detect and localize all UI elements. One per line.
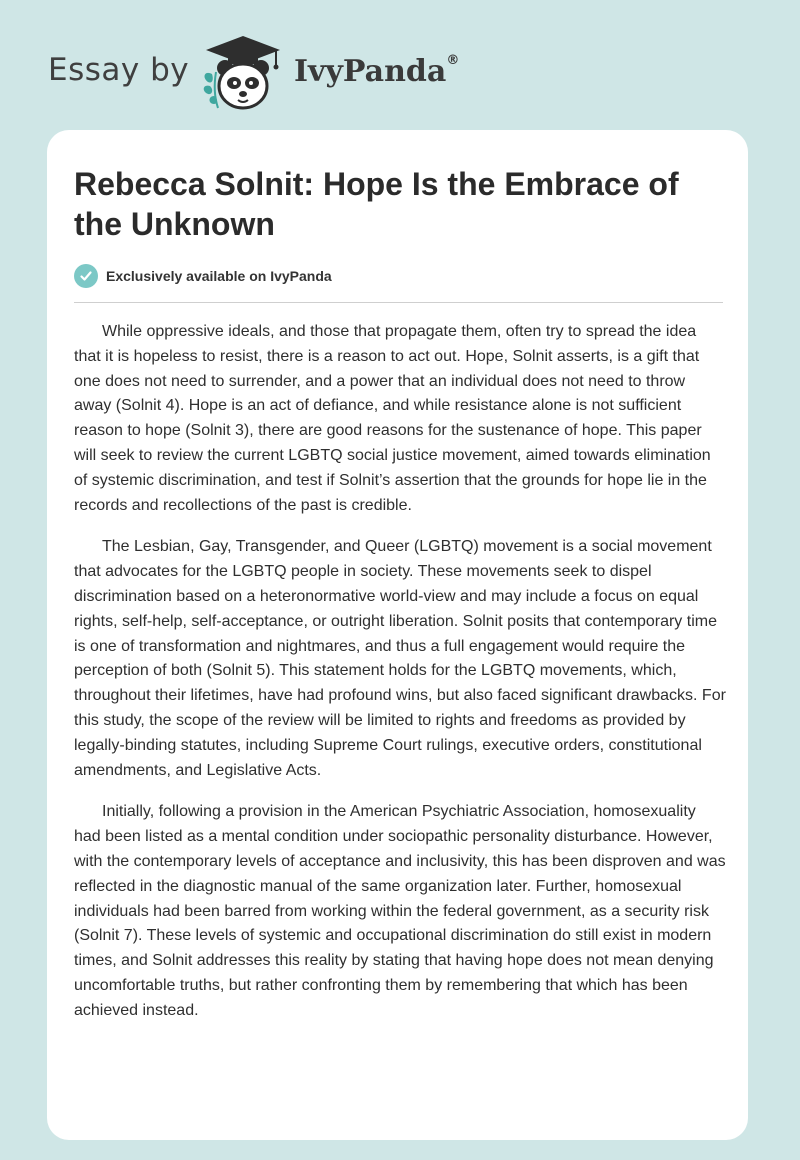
essay-by-label: Essay by bbox=[48, 52, 190, 88]
essay-card bbox=[47, 130, 748, 1140]
brand-name[interactable] bbox=[294, 54, 459, 89]
exclusive-badge bbox=[74, 263, 332, 289]
paragraph: While oppressive ideals, and those that propagate them, often try to spread the idea that it is hopeless to resist, there is a reason to act out. Hope, Solnit asserts, is a gift that one does not need to surrender, and a power that an individual does not need to throw away (Solnit 4). Hope is an act of defiance, and while resistance alone is not sufficient reason to hope (Solnit 3), there are good reasons for the sustenance of hope. This paper will seek to review the current LGBTQ social justice movement, aimed towards elimination of systemic discrimination, and test if Solnit’s assertion that the grounds for hope lie in the records and recollections of the past is credible. bbox=[74, 323, 711, 514]
essay-title: Rebecca Solnit: Hope Is the Embrace of the Unknown bbox=[74, 166, 679, 242]
trademark-symbol: ® bbox=[446, 53, 460, 68]
check-icon bbox=[74, 264, 98, 288]
essay-body bbox=[74, 320, 726, 1041]
site-header bbox=[48, 34, 548, 114]
panda-graduate-logo-icon[interactable] bbox=[198, 34, 288, 112]
paragraph: Initially, following a provision in the American Psychiatric Association, homosexuality had been listed as a mental condition under sociopathic personality disturbance. However, with the contemporary levels of acceptance and inclusivity, this has been disproven and was reflected in the diagnostic manual of the same organization later. Further, homosexual individuals had been barred from working within the federal government, as a security risk (Solnit 7). These levels of systemic and occupational discrimination do still exist in modern times, and Solnit addresses this reality by stating that having hope does not mean denying uncomfortable truths, but rather confronting them by remembering that which has been achieved instead. bbox=[74, 803, 726, 1019]
paragraph: The Lesbian, Gay, Transgender, and Queer (LGBTQ) movement is a social movement that advocates for the LGBTQ people in society. These movements seek to dispel discrimination based on a heteronormative world-view and may include a focus on equal rights, self-help, self-acceptance, or outright liberation. Solnit posits that contemporary time is one of transformation and nightmares, and thus a full engagement would require the perception of both (Solnit 5). This statement holds for the LGBTQ movements, which, throughout their lifetimes, have had profound wins, but also faced significant drawbacks. For this study, the scope of the review will be limited to rights and freedoms as provided by legally-binding statutes, including Supreme Court rulings, executive orders, constitutional amendments, and Legislative Acts. bbox=[74, 538, 726, 779]
divider bbox=[74, 302, 723, 303]
brand-text: IvyPanda bbox=[294, 54, 447, 89]
exclusive-label: Exclusively available on IvyPanda bbox=[106, 268, 332, 284]
